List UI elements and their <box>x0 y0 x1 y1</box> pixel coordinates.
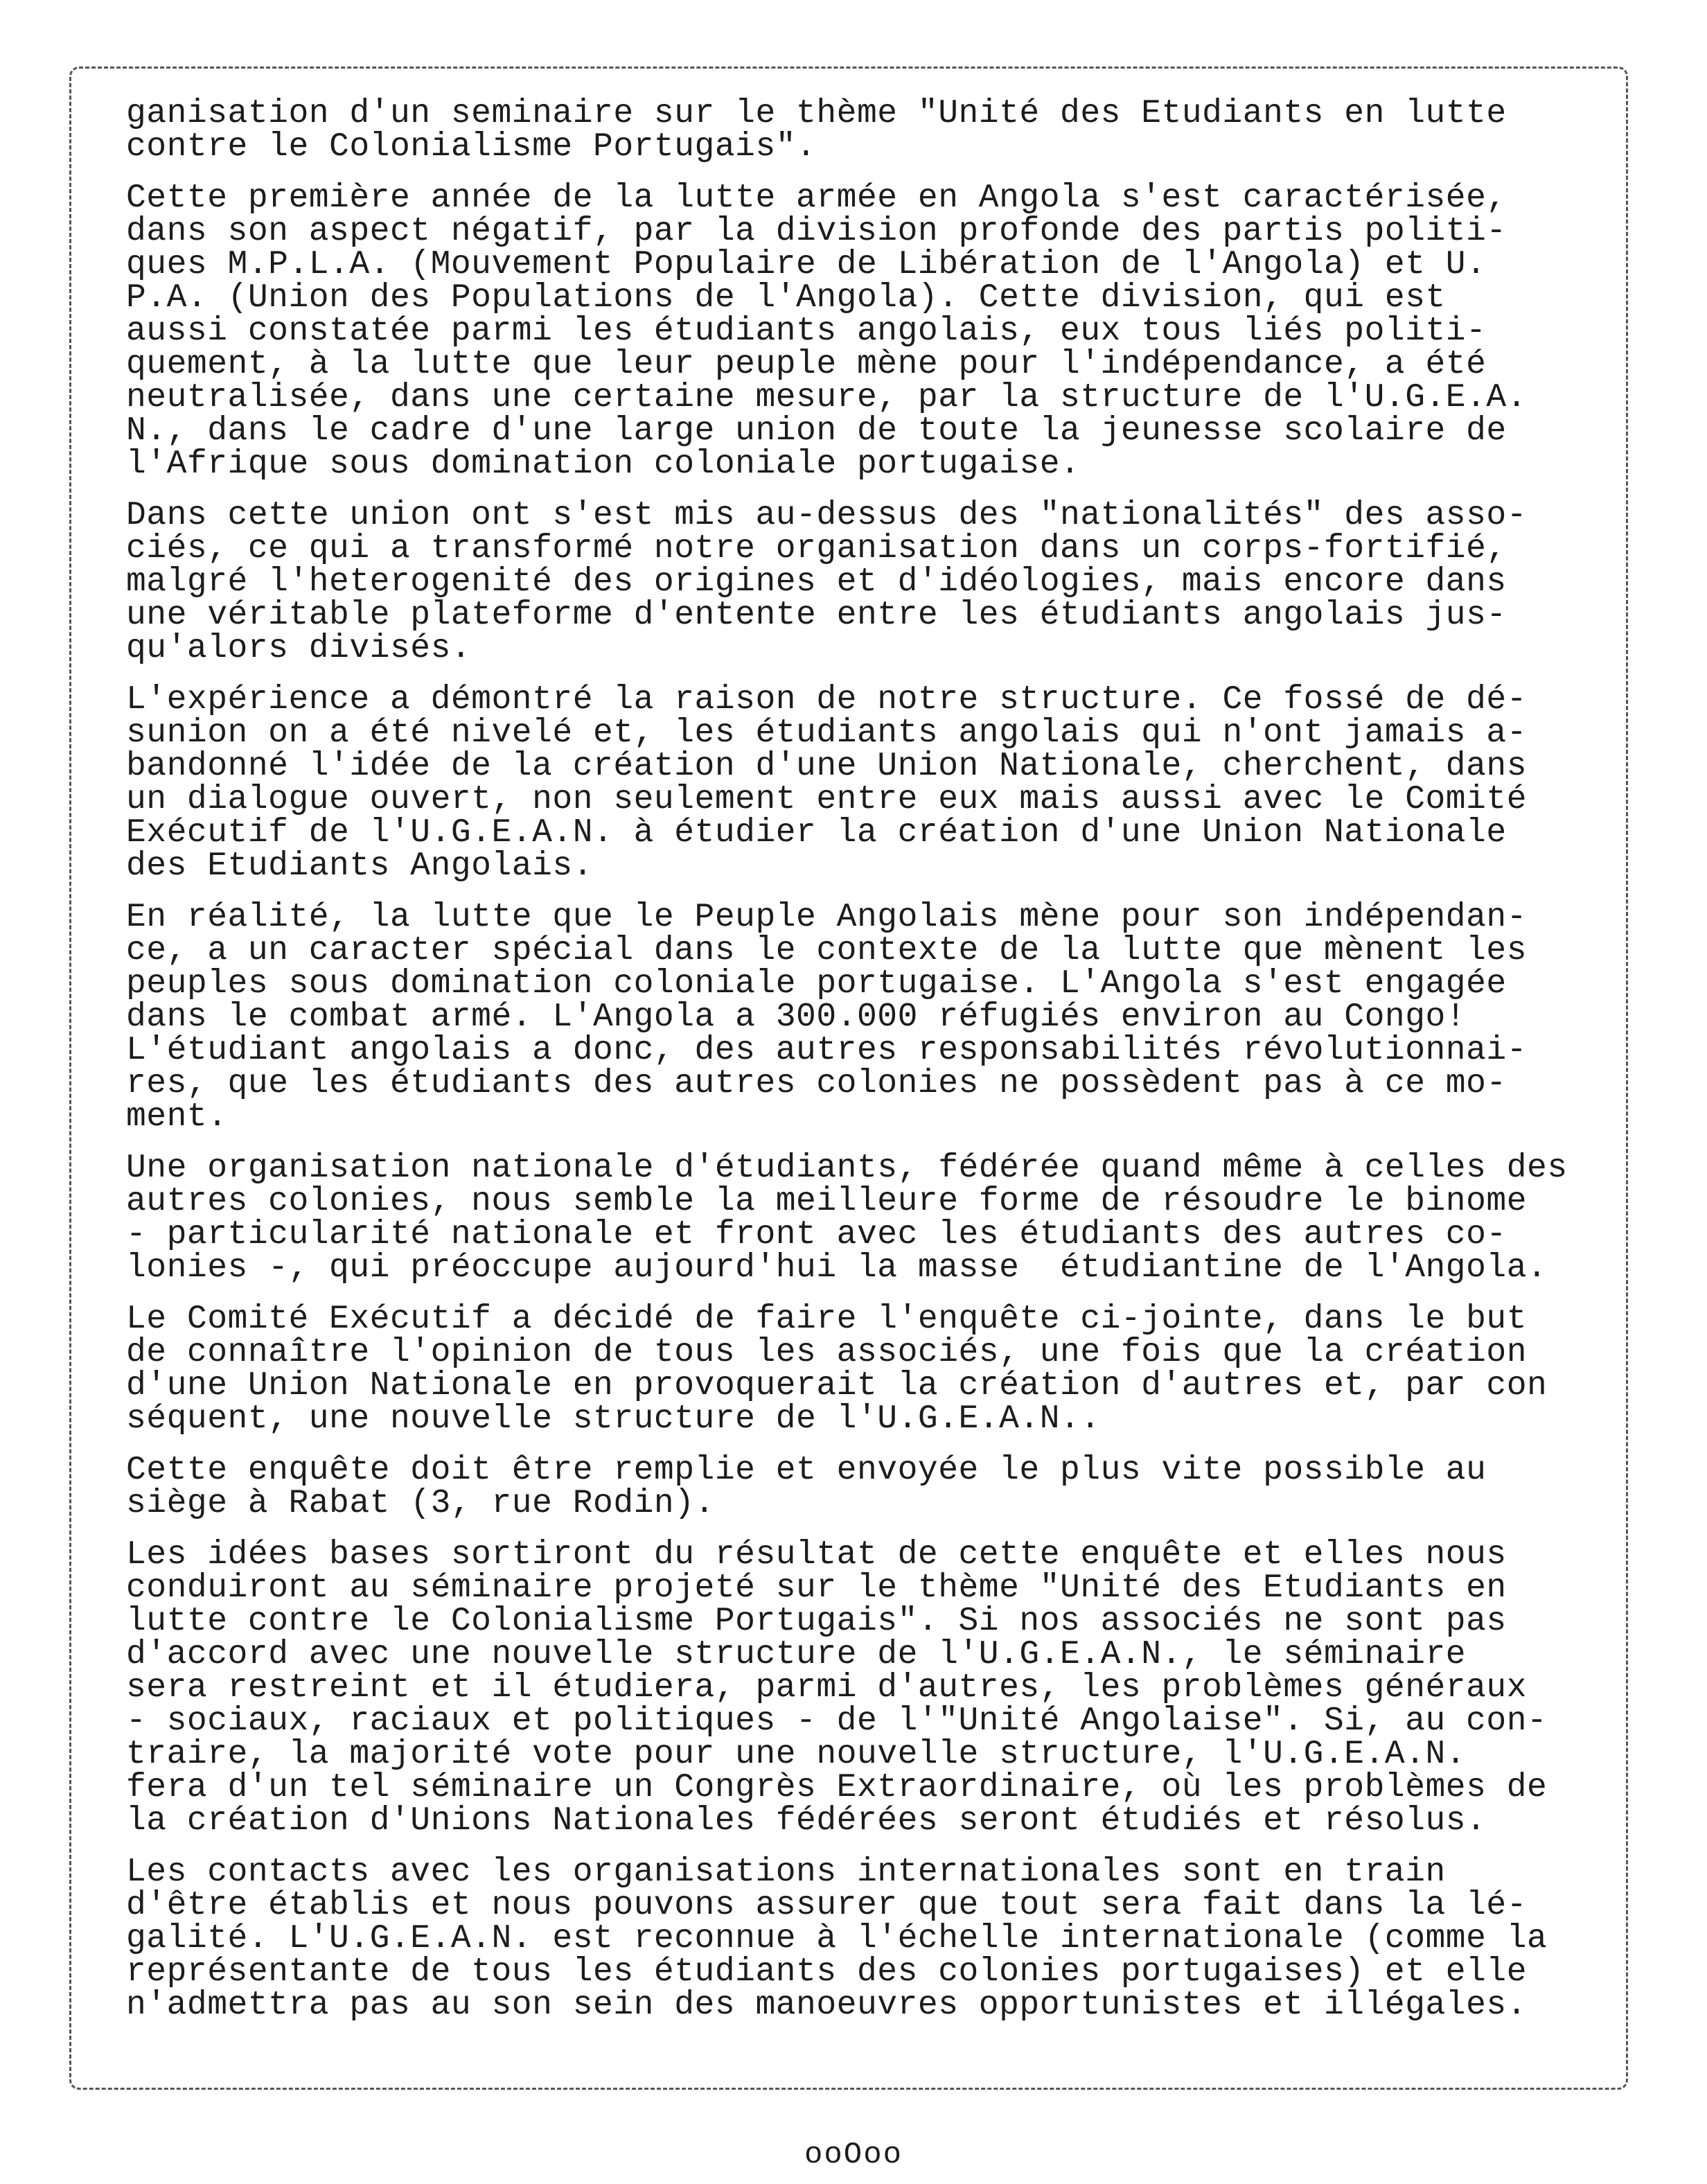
text-line: fera d'un tel séminaire un Congrès Extraordinaire, où les problèmes de <box>126 1769 1548 1806</box>
text-line: quement, à la lutte que leur peuple mène pour l'indépendance, a été <box>126 346 1487 383</box>
text-line: N., dans le cadre d'une large union de toute la jeunesse scolaire de <box>126 412 1507 450</box>
paragraph <box>126 1303 1616 1436</box>
text-line: ce, a un caracter spécial dans le contexte de la lutte que mènent les <box>126 932 1528 969</box>
text-line: n'admettra pas au son sein des manoeuvres opportunistes et illégales. <box>126 1987 1528 2024</box>
text-line: Exécutif de l'U.G.E.A.N. à étudier la création d'une Union Nationale <box>126 814 1507 852</box>
paragraph <box>126 1152 1616 1285</box>
text-line: contre le Colonialisme Portugais". <box>126 128 817 166</box>
text-line: une véritable plateforme d'entente entre les étudiants angolais jus- <box>126 597 1507 634</box>
text-line: En réalité, la lutte que le Peuple Angolais mène pour son indépendan- <box>126 899 1528 936</box>
text-line: bandonné l'idée de la création d'une Union Nationale, cherchent, dans <box>126 748 1528 785</box>
text-line: P.A. (Union des Populations de l'Angola). Cette division, qui est <box>126 279 1446 317</box>
paragraph <box>126 1454 1616 1520</box>
text-line: Les idées bases sortiront du résultat de cette enquête et elles nous <box>126 1536 1507 1574</box>
text-line: la création d'Unions Nationales fédérées seront étudiés et résolus. <box>126 1802 1487 1840</box>
text-line: dans le combat armé. L'Angola a 300.000 réfugiés environ au Congo! <box>126 998 1467 1036</box>
text-line: ganisation d'un seminaire sur le thème "Unité des Etudiants en lutte <box>126 95 1507 132</box>
end-mark: ooOoo <box>804 2138 903 2172</box>
text-line: lutte contre le Colonialisme Portugais". Si nos associés ne sont pas <box>126 1603 1507 1640</box>
text-line: d'accord avec une nouvelle structure de l'U.G.E.A.N., le séminaire <box>126 1636 1467 1673</box>
text-line: Le Comité Exécutif a décidé de faire l'enquête ci-jointe, dans le but <box>126 1301 1528 1338</box>
text-line: galité. L'U.G.E.A.N. est reconnue à l'échelle internationale (comme la <box>126 1920 1548 1957</box>
text-line: sunion on a été nivelé et, les étudiants angolais qui n'ont jamais a- <box>126 714 1528 752</box>
text-line: d'une Union Nationale en provoquerait la création d'autres et, par con <box>126 1367 1548 1404</box>
text-line: ment. <box>126 1098 228 1136</box>
paragraph <box>126 901 1616 1134</box>
text-line: ciés, ce qui a transformé notre organisation dans un corps-fortifié, <box>126 530 1507 567</box>
text-line: des Etudiants Angolais. <box>126 847 594 885</box>
text-line: res, que les étudiants des autres colonies ne possèdent pas à ce mo- <box>126 1065 1507 1102</box>
text-line: Dans cette union ont s'est mis au-dessus des "nationalités" des asso- <box>126 497 1528 534</box>
text-line: d'être établis et nous pouvons assurer que tout sera fait dans la lé- <box>126 1887 1528 1924</box>
text-line: qu'alors divisés. <box>126 630 472 667</box>
text-line: de connaître l'opinion de tous les associés, une fois que la création <box>126 1334 1528 1371</box>
text-line: L'étudiant angolais a donc, des autres responsabilités révolutionnai- <box>126 1032 1528 1069</box>
text-line: L'expérience a démontré la raison de notre structure. Ce fossé de dé- <box>126 681 1528 719</box>
text-line: autres colonies, nous semble la meilleure forme de résoudre le binome <box>126 1183 1528 1220</box>
paragraph <box>126 499 1616 665</box>
text-line: lonies -, qui préoccupe aujourd'hui la masse étudiantine de l'Angola. <box>126 1249 1548 1287</box>
text-line: représentante de tous les étudiants des colonies portugaises) et elle <box>126 1953 1528 1991</box>
text-line: sera restreint et il étudiera, parmi d'autres, les problèmes généraux <box>126 1669 1528 1707</box>
text-line: l'Afrique sous domination coloniale portugaise. <box>126 446 1081 483</box>
document-body <box>126 97 1616 2040</box>
paragraph <box>126 1853 1616 2024</box>
text-line: dans son aspect négatif, par la division profonde des partis politi- <box>126 213 1507 250</box>
text-line: Les contacts avec les organisations internationales sont en train <box>126 1853 1446 1891</box>
text-line: Cette enquête doit être remplie et envoyée le plus vite possible au <box>126 1452 1487 1489</box>
text-line: ques M.P.L.A. (Mouvement Populaire de Libération de l'Angola) et U. <box>126 246 1487 283</box>
text-line: séquent, une nouvelle structure de l'U.G.E.A.N.. <box>126 1400 1101 1438</box>
paragraph <box>126 97 1616 164</box>
text-line: - particularité nationale et front avec les étudiants des autres co- <box>126 1216 1507 1253</box>
text-line: aussi constatée parmi les étudiants angolais, eux tous liés politi- <box>126 312 1487 350</box>
paragraph <box>126 179 1616 483</box>
text-line: siège à Rabat (3, rue Rodin). <box>126 1485 715 1522</box>
text-line: peuples sous domination coloniale portugaise. L'Angola s'est engagée <box>126 965 1507 1003</box>
text-line: neutralisée, dans une certaine mesure, par la structure de l'U.G.E.A. <box>126 379 1528 416</box>
text-line: Cette première année de la lutte armée en Angola s'est caractérisée, <box>126 179 1507 217</box>
text-line: un dialogue ouvert, non seulement entre eux mais aussi avec le Comité <box>126 781 1528 818</box>
paragraph <box>126 1538 1616 1838</box>
text-line: conduiront au séminaire projeté sur le thème "Unité des Etudiants en <box>126 1569 1507 1607</box>
text-line: - sociaux, raciaux et politiques - de l'"Unité Angolaise". Si, au con- <box>126 1702 1548 1740</box>
text-line: malgré l'heterogenité des origines et d'idéologies, mais encore dans <box>126 563 1507 601</box>
text-line: traire, la majorité vote pour une nouvelle structure, l'U.G.E.A.N. <box>126 1736 1467 1773</box>
text-line: Une organisation nationale d'étudiants, fédérée quand même à celles des <box>126 1150 1568 1187</box>
paragraph <box>126 683 1616 883</box>
